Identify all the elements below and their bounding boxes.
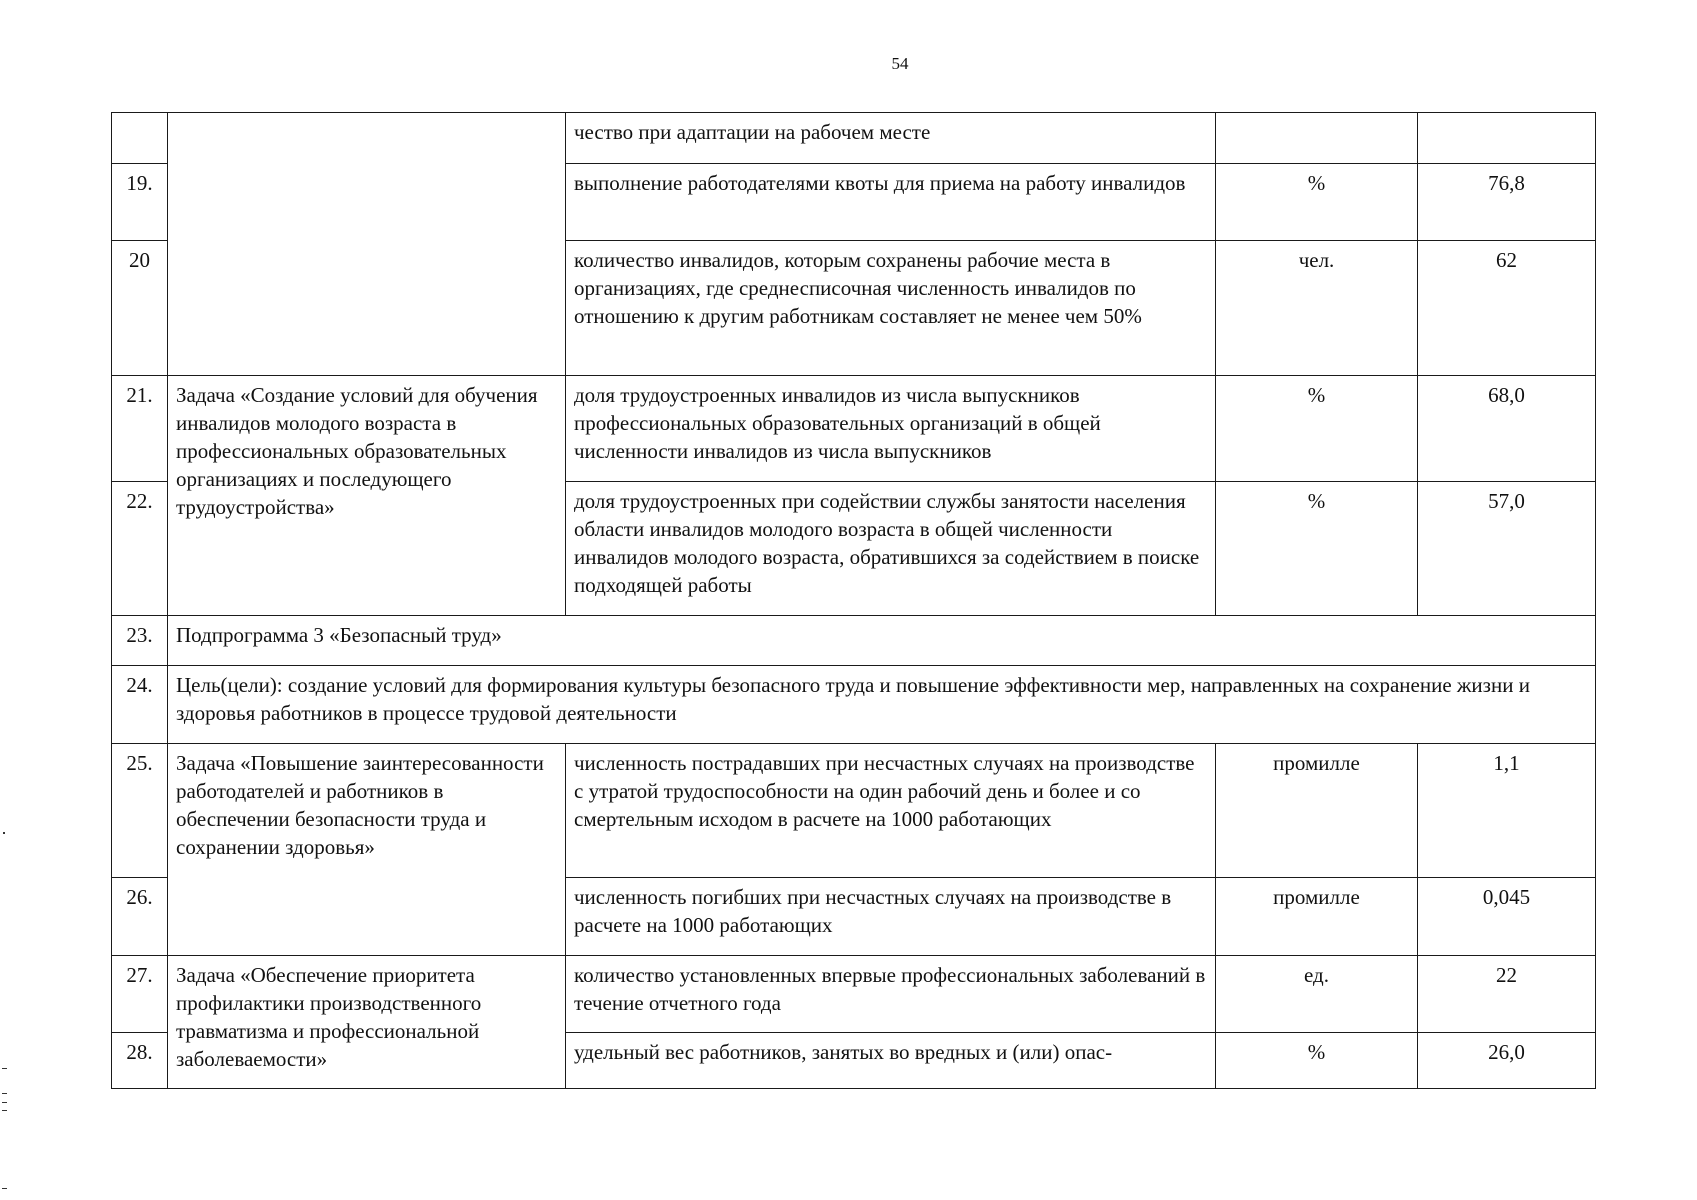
unit-cell: промилле — [1216, 878, 1418, 956]
indicators-table — [111, 112, 1596, 1089]
unit-cell: чел. — [1216, 241, 1418, 376]
row-number: 21. — [112, 376, 168, 482]
table-row — [112, 616, 1596, 666]
value-cell: 76,8 — [1418, 164, 1596, 241]
table-row — [112, 744, 1596, 878]
unit-cell: % — [1216, 482, 1418, 616]
row-number: 22. — [112, 482, 168, 616]
indicator-cell: выполнение работодателями квоты для приема на работу инвалидов — [566, 164, 1216, 241]
indicator-cell: чество при адаптации на рабочем месте — [566, 113, 1216, 164]
task-cell: Задача «Обеспечение приоритета профилактики производственного травматизма и профессиональной заболеваемости» — [168, 956, 566, 1089]
task-cell — [168, 113, 566, 376]
indicator-cell: доля трудоустроенных инвалидов из числа выпускников профессиональных образовательных организаций в общей численности инвалидов из числа выпускников — [566, 376, 1216, 482]
scan-mark — [2, 1093, 7, 1094]
unit-cell: % — [1216, 376, 1418, 482]
unit-cell: ед. — [1216, 956, 1418, 1033]
table-row — [112, 113, 1596, 164]
value-cell: 57,0 — [1418, 482, 1596, 616]
row-number: 20 — [112, 241, 168, 376]
value-cell: 0,045 — [1418, 878, 1596, 956]
row-number: 19. — [112, 164, 168, 241]
task-cell: Задача «Повышение заинтересованности работодателей и работников в обеспечении безопасности труда и сохранении здоровья» — [168, 744, 566, 956]
row-number: 28. — [112, 1033, 168, 1089]
task-cell: Задача «Создание условий для обучения инвалидов молодого возраста в профессиональных образовательных организациях и последующего трудоустройства» — [168, 376, 566, 616]
row-number — [112, 113, 168, 164]
row-number: 26. — [112, 878, 168, 956]
indicator-cell: количество инвалидов, которым сохранены рабочие места в организациях, где среднесписочная численность инвалидов по отношению к другим работникам составляет не менее чем 50% — [566, 241, 1216, 376]
unit-cell: % — [1216, 1033, 1418, 1089]
indicator-cell: численность пострадавших при несчастных случаях на производстве с утратой трудоспособности на один рабочий день и более и со смертельным исходом в расчете на 1000 работающих — [566, 744, 1216, 878]
scan-mark — [3, 832, 5, 834]
unit-cell: % — [1216, 164, 1418, 241]
row-number: 24. — [112, 666, 168, 744]
table-row — [112, 666, 1596, 744]
row-number: 27. — [112, 956, 168, 1033]
table-row — [112, 376, 1596, 482]
scan-mark — [2, 1068, 7, 1069]
scan-mark — [2, 1102, 7, 1103]
table-row — [112, 956, 1596, 1033]
value-cell: 68,0 — [1418, 376, 1596, 482]
row-number: 23. — [112, 616, 168, 666]
indicator-cell: количество установленных впервые профессиональных заболеваний в течение отчетного года — [566, 956, 1216, 1033]
indicator-cell: доля трудоустроенных при содействии службы занятости населения области инвалидов молодого возраста в общей численности инвалидов молодого возраста, обратившихся за содействием в поиске подходящей работы — [566, 482, 1216, 616]
value-cell: 62 — [1418, 241, 1596, 376]
value-cell: 1,1 — [1418, 744, 1596, 878]
row-number: 25. — [112, 744, 168, 878]
scan-mark — [2, 1110, 7, 1111]
value-cell: 22 — [1418, 956, 1596, 1033]
scan-mark — [2, 1188, 7, 1189]
unit-cell: промилле — [1216, 744, 1418, 878]
value-cell: 26,0 — [1418, 1033, 1596, 1089]
subprogram-title: Подпрограмма 3 «Безопасный труд» — [168, 616, 1596, 666]
indicator-cell: численность погибших при несчастных случаях на производстве в расчете на 1000 работающих — [566, 878, 1216, 956]
value-cell — [1418, 113, 1596, 164]
page-number: 54 — [891, 54, 909, 73]
indicator-cell: удельный вес работников, занятых во вредных и (или) опас- — [566, 1033, 1216, 1089]
goal-text: Цель(цели): создание условий для формирования культуры безопасного труда и повышение эффективности мер, направленных на сохранение жизни и здоровья работников в процессе трудовой деятельности — [168, 666, 1596, 744]
unit-cell — [1216, 113, 1418, 164]
